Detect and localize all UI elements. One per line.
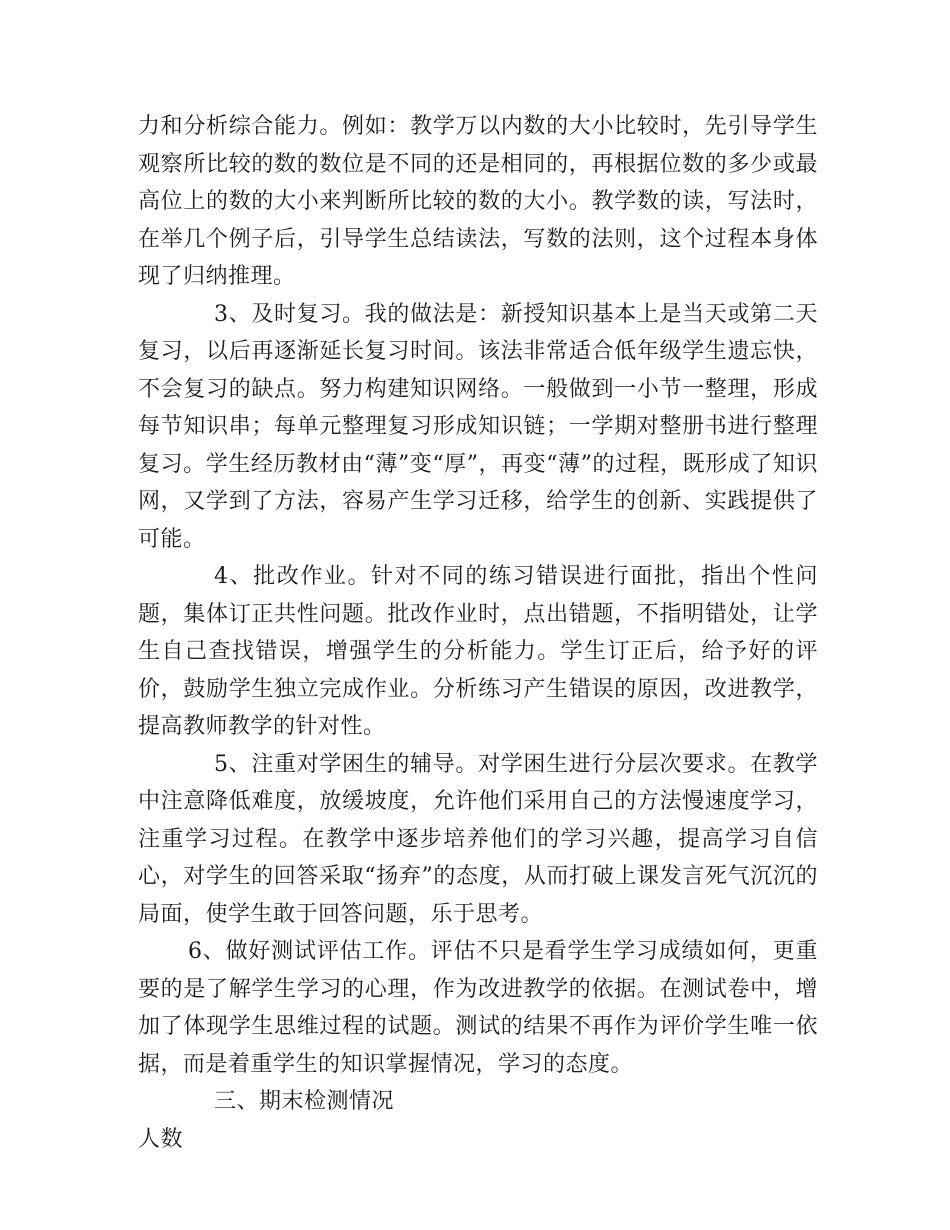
table-label: 人数 bbox=[138, 1126, 184, 1152]
paragraph-reasoning-continuation: 力和分析综合能力。例如：教学万以内数的大小比较时，先引导学生观察所比较的数的数位是不同的还是相同的，再根据位数的多少或最高位上的数的大小来判断所比较的数的大小。教学数的读，写法时，在举几个例子后，引导学生总结读法，写数的法则，这个过程本身体现了归纳推理。 bbox=[138, 114, 818, 289]
paragraph-homework-correction: 4、批改作业。针对不同的练习错误进行面批，指出个性问题，集体订正共性问题。批改作业时，点出错题，不指明错处，让学生自己查找错误，增强学生的分析能力。学生订正后，给予好的评价，鼓励学生独立完成作业。分析练习产生错误的原因，改进教学，提高教师教学的针对性。 bbox=[138, 564, 818, 739]
paragraph-struggling-students: 5、注重对学困生的辅导。对学困生进行分层次要求。在教学中注意降低难度，放缓坡度，允许他们采用自己的方法慢速度学习，注重学习过程。在教学中逐步培养他们的学习兴趣，提高学习自信心，对学生的回答采取“扬弃”的态度，从而打破上课发言死气沉沉的局面，使学生敢于回答问题，乐于思考。 bbox=[138, 751, 818, 927]
paragraph-test-evaluation: 6、做好测试评估工作。评估不只是看学生学习成绩如何，更重要的是了解学生学习的心理，作为改进教学的依据。在测试卷中，增加了体现学生思维过程的试题。测试的结果不再作为评价学生唯一依据，而是着重学生的知识掌握情况，学习的态度。 bbox=[138, 939, 818, 1077]
section-heading: 三、期末检测情况 bbox=[214, 1089, 395, 1114]
paragraph-timely-review: 3、及时复习。我的做法是：新授知识基本上是当天或第二天复习，以后再逐渐延长复习时间。该法非常适合低年级学生遗忘快，不会复习的缺点。努力构建知识网络。一般做到一小节一整理，形成每节知识串；每单元整理复习形成知识链；一学期对整册书进行整理复习。学生经历教材由“薄”变“厚”，再变“薄”的过程，既形成了知识网，又学到了方法，容易产生学习迁移，给学生的创新、实践提供了可能。 bbox=[138, 301, 818, 552]
document-body bbox=[138, 108, 818, 1158]
